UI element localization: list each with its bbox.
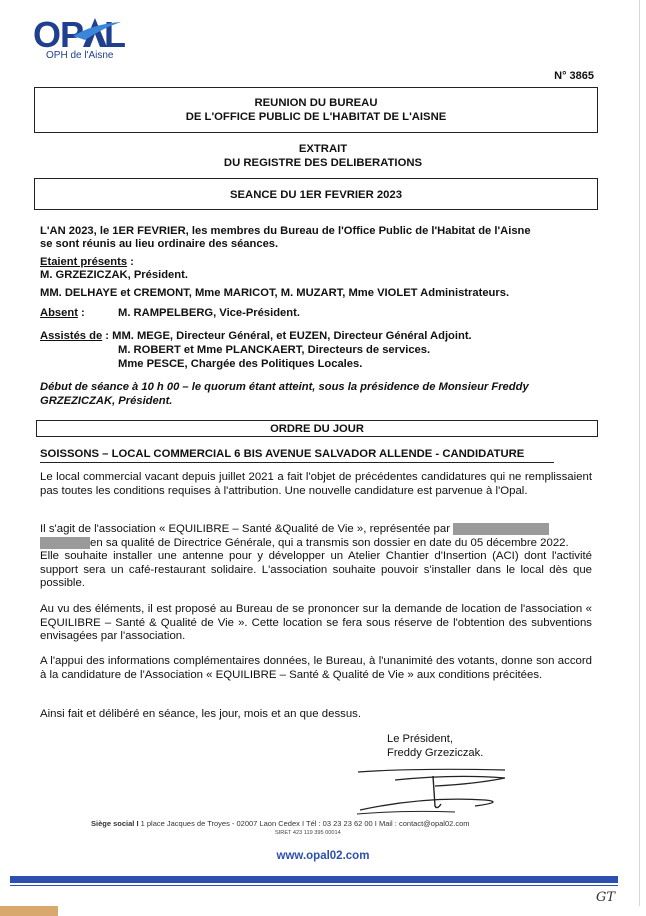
assisted-row <box>40 329 472 343</box>
signature-name: Freddy Grzeziczak. <box>387 747 484 759</box>
present-colon: : <box>127 256 134 268</box>
opening-line-2: GRZEZICZAK, Président. <box>40 395 173 407</box>
signature-title: Le Président, <box>387 733 453 745</box>
intro-line-1: L'AN 2023, le 1ER FEVRIER, les membres du Bureau de l'Office Public de l'Habitat de l'Aisne <box>40 225 531 237</box>
logo-subtitle: OPH de l'Aisne <box>46 50 114 61</box>
page-edge <box>639 0 640 906</box>
svg-text:L: L <box>104 14 126 55</box>
paragraph-2-b: en sa qualité de Directrice Générale, qui a transmis son dossier en date du 05 décembre 2022. <box>90 536 569 549</box>
paragraph-2 <box>40 523 592 591</box>
footer-bar-thin <box>10 885 618 886</box>
present-line-2: MM. DELHAYE et CREMONT, Mme MARICOT, M. MUZART, Mme VIOLET Administrateurs. <box>40 287 510 299</box>
absent-colon: : <box>77 307 85 319</box>
redaction-block <box>40 537 90 549</box>
paragraph-1: Le local commercial vacant depuis juillet 2021 a fait l'objet de précédentes candidatures qui ne remplissaient pas toutes les conditions requises à l'attribution. Une nouvelle candidature est parvenue à l'Opal. <box>40 471 592 497</box>
paragraph-2-a: Il s'agit de l'association « EQUILIBRE – Santé &Qualité de Vie », représentée par <box>40 523 451 536</box>
website-link[interactable]: www.opal02.com <box>276 850 370 862</box>
seance-title: SEANCE DU 1ER FEVRIER 2023 <box>229 189 403 201</box>
paragraph-4: A l'appui des informations complémentaires données, le Bureau, à l'unanimité des votants, donne son accord à la candidature de l'Association « EQUILIBRE – Santé & Qualité de Vie » aux conditions précitées. <box>40 655 592 681</box>
intro-line-2: se sont réunis au lieu ordinaire des séances. <box>40 238 279 250</box>
extract-line-2: DU REGISTRE DES DELIBERATIONS <box>223 157 423 169</box>
footer-address-text: 1 place Jacques de Troyes - 02007 Laon Cedex I Tél : 03 23 23 62 00 I Mail : contact@opal02.com <box>138 819 470 828</box>
present-label: Etaient présents <box>40 256 128 268</box>
redaction-block <box>453 523 549 535</box>
absent-label: Absent <box>40 307 78 319</box>
subject-title: SOISSONS – LOCAL COMMERCIAL 6 BIS AVENUE SALVADOR ALLENDE - CANDIDATURE <box>40 448 525 460</box>
agenda-title: ORDRE DU JOUR <box>270 423 364 435</box>
svg-text:OP: OP <box>33 14 84 55</box>
agenda-box <box>36 420 598 437</box>
title-box <box>34 87 598 133</box>
title-line-2: DE L'OFFICE PUBLIC DE L'HABITAT DE L'AISNE <box>185 111 447 123</box>
seance-box <box>34 178 598 210</box>
paragraph-2-line-2 <box>40 537 592 551</box>
paragraph-2-c: Elle souhaite installer une antenne pour y développer un Atelier Chantier d'Insertion (ACI) dont l'activité support sera un café-restaurant solidaire. L'association souhaite pouvoir s'installer dans le local dès que possible. <box>40 550 592 590</box>
subject-underline <box>40 462 554 463</box>
footer-siret: SIRET 423 119 395 00014 <box>275 830 341 836</box>
document-number: N° 3865 <box>554 70 594 82</box>
absent-value: M. RAMPELBERG, Vice-Président. <box>118 307 300 319</box>
handwritten-signature <box>355 766 515 818</box>
paragraph-3: Au vu des éléments, il est proposé au Bureau de se prononcer sur la demande de location de l'association « EQUILIBRE – Santé & Qualité de Vie ». Cette location se fera sous réserve de l'obtention des subventions envisagées par l'association. <box>40 603 592 642</box>
paragraph-2-line-1 <box>40 523 592 537</box>
footer-label: Siège social I <box>91 819 139 828</box>
footer-bar <box>10 876 618 883</box>
title-line-1: REUNION DU BUREAU <box>254 97 378 109</box>
assisted-line-1: : MM. MEGE, Directeur Général, et EUZEN, Directeur Général Adjoint. <box>102 330 472 342</box>
present-line-1: M. GRZEZICZAK, Président. <box>40 269 188 281</box>
handwritten-initials: GT <box>596 890 616 905</box>
extract-line-1: EXTRAIT <box>298 143 348 155</box>
present-heading <box>40 255 134 269</box>
assisted-line-3: Mme PESCE, Chargée des Politiques Locales. <box>118 358 363 370</box>
assisted-label: Assistés de <box>40 330 103 342</box>
absent-row <box>40 306 85 320</box>
opening-line-1: Début de séance à 10 h 00 – le quorum étant atteint, sous la présidence de Monsieur Freddy <box>40 381 529 393</box>
assisted-line-2: M. ROBERT et Mme PLANCKAERT, Directeurs de services. <box>118 344 431 356</box>
paragraph-5: Ainsi fait et délibéré en séance, les jour, mois et an que dessus. <box>40 708 362 720</box>
footer-address <box>91 819 470 828</box>
corner-mark <box>0 906 58 916</box>
